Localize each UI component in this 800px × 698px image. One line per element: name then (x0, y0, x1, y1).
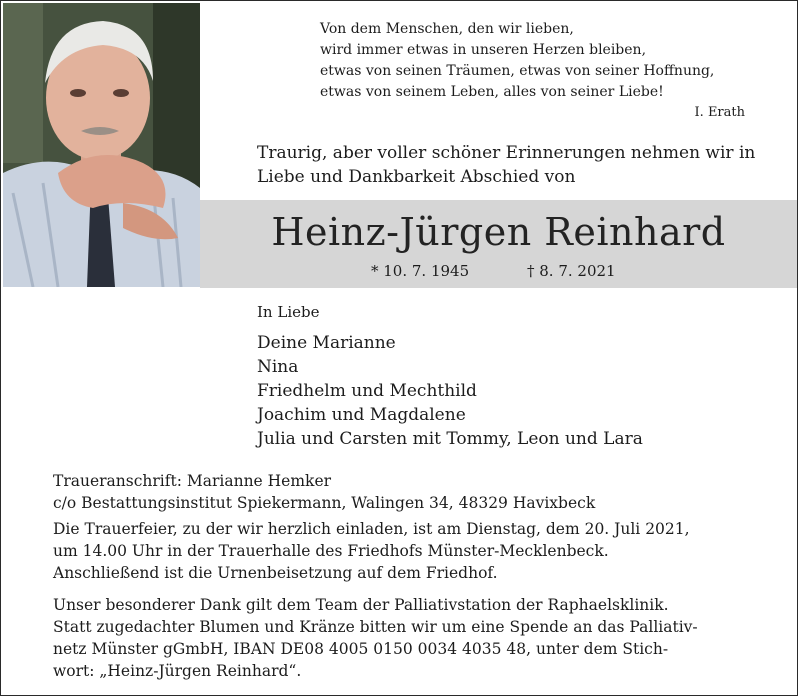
thanks-line: Statt zugedachter Blumen und Kränze bitten wir um eine Spende an das Palliativ- (53, 618, 698, 636)
ceremony-line: Anschließend ist die Urnenbeisetzung auf dem Friedhof. (53, 564, 498, 582)
poem-line: Von dem Menschen, den wir lieben, (320, 21, 574, 37)
mourner-name: Joachim und Magdalene (257, 405, 466, 425)
ceremony-line: um 14.00 Uhr in der Trauerhalle des Friedhofs Münster-Mecklenbeck. (53, 542, 609, 560)
thanks-paragraph (53, 594, 698, 682)
address-line: c/o Bestattungsinstitut Spiekermann, Walingen 34, 48329 Havixbeck (53, 494, 596, 512)
death-date: † 8. 7. 2021 (527, 262, 616, 280)
thanks-line: Unser besonderer Dank gilt dem Team der Palliativstation der Raphaelsklinik. (53, 596, 669, 614)
portrait-illustration (3, 3, 200, 287)
poem-author: I. Erath (694, 105, 745, 120)
mourner-name: Julia und Carsten mit Tommy, Leon und Lara (257, 429, 643, 449)
intro-line: Liebe und Dankbarkeit Abschied von (257, 167, 576, 187)
mourner-name: Friedhelm und Mechthild (257, 381, 477, 401)
intro-line: Traurig, aber voller schöner Erinnerungen nehmen wir in (257, 143, 756, 163)
thanks-line: wort: „Heinz-Jürgen Reinhard“. (53, 662, 302, 680)
address-line: Traueranschrift: Marianne Hemker (53, 472, 332, 490)
mourning-address (53, 470, 595, 514)
mourners-heading: In Liebe (257, 303, 320, 321)
poem (320, 19, 714, 103)
thanks-line: netz Münster gGmbH, IBAN DE08 4005 0150 0034 4035 48, unter dem Stich- (53, 640, 669, 658)
poem-line: wird immer etwas in unseren Herzen bleiben, (320, 42, 647, 58)
mourner-name: Deine Marianne (257, 333, 396, 353)
poem-line: etwas von seinen Träumen, etwas von seiner Hoffnung, (320, 63, 715, 79)
intro-text (257, 141, 777, 189)
deceased-name: Heinz-Jürgen Reinhard (271, 210, 726, 254)
name-band (200, 200, 797, 288)
ceremony-line: Die Trauerfeier, zu der wir herzlich einladen, ist am Dienstag, dem 20. Juli 2021, (53, 520, 690, 538)
poem-line: etwas von seinem Leben, alles von seiner Liebe! (320, 84, 664, 100)
ceremony-paragraph (53, 518, 690, 584)
portrait-photo (3, 3, 200, 287)
mourner-name: Nina (257, 357, 299, 377)
birth-date: * 10. 7. 1945 (371, 262, 470, 280)
mourners-list (257, 331, 643, 451)
